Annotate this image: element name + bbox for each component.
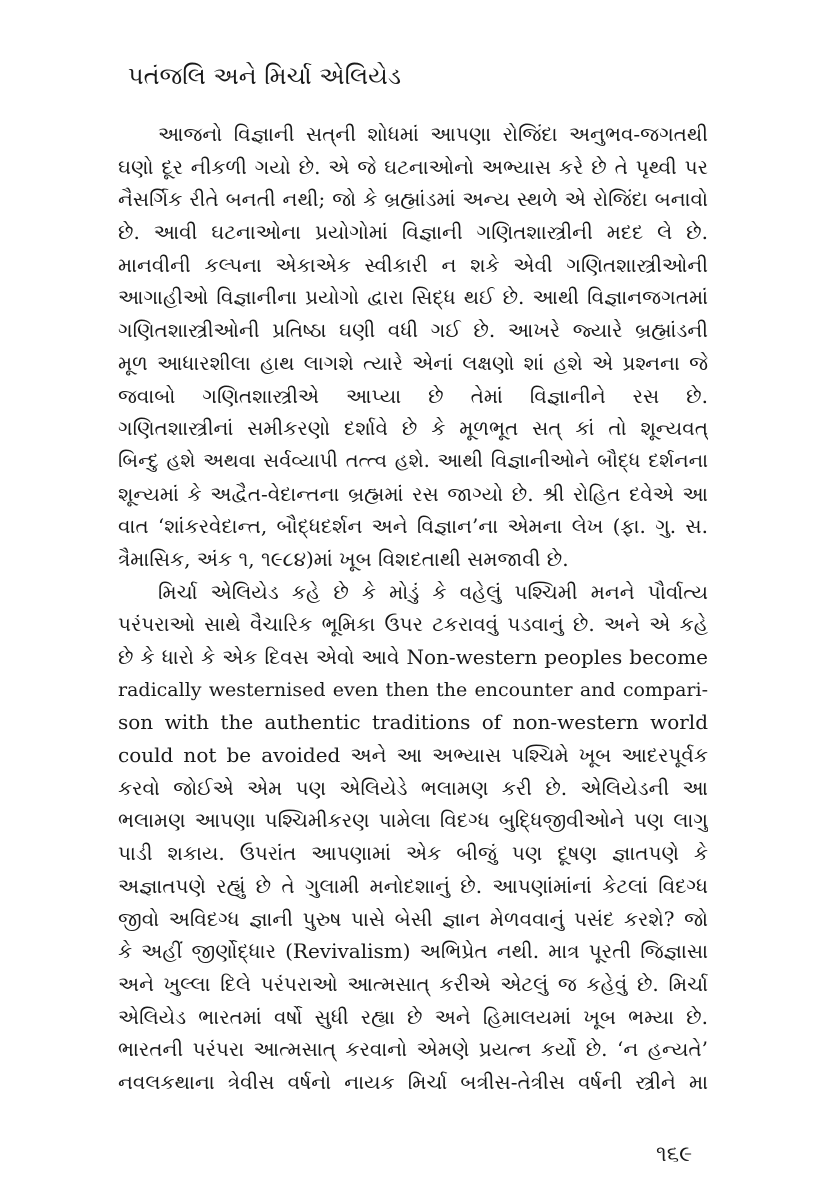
text-line: અજ્ઞાતપણે રહ્યું છે તે ગુલામી મનોદશાનું છે. આપણાંમાંનાં કેટલાં વિદગ્ધ bbox=[118, 873, 708, 898]
text-line: નૈસર્ગિક રીતે બનતી નથી; જો કે બ્રહ્માંડમાં અન્ય સ્થળે એ રોજિંદા બનાવો bbox=[118, 187, 708, 212]
page-number: ૧૬૯ bbox=[656, 1142, 693, 1167]
text-line: ગણિતશાસ્ત્રીઓની પ્રતિષ્ઠા ઘણી વધી ગઈ છે. આખરે જ્યારે બ્રહ્માંડની bbox=[118, 318, 708, 343]
text-line: કે અહીં જીર્ણોદ્ધાર (Revivalism) અભિપ્રેત નથી. માત્ર પૂરતી જિજ્ઞાસા bbox=[118, 939, 708, 964]
text-line: son with the authentic traditions of non-western world bbox=[118, 710, 708, 735]
text-line: આજનો વિજ્ઞાની સત્‌ની શોધમાં આપણા રોજિંદા અનુભવ-જગતથી bbox=[158, 122, 708, 146]
text-line: બિન્દુ હશે અથવા સર્વવ્યાપી તત્ત્વ હશે. આથી વિજ્ઞાનીઓને બૌદ્ધ દર્શનના bbox=[118, 448, 708, 472]
text-line: ગણિતશાસ્ત્રીનાં સમીકરણો દર્શાવે છે કે મૂળભૂત સત્‌ કાં તો શૂન્યવત્‌ bbox=[118, 416, 708, 441]
text-line: ભારતની પરંપરા આત્મસાત્‌ કરવાનો એમણે પ્રયત્ન કર્યો છે. ‘ન હન્યતે’ bbox=[118, 1037, 708, 1062]
text-line: ત્રૈમાસિક, અંક ૧, ૧૯૮૪)માં ખૂબ વિશદતાથી સમજાવી છે. bbox=[118, 546, 569, 571]
text-line: શૂન્યમાં કે અદ્વૈત-વેદાન્તના બ્રહ્મમાં રસ જાગ્યો છે. શ્રી રોહિત દવેએ આ bbox=[118, 481, 708, 506]
text-line: ભલામણ આપણા પશ્ચિમીકરણ પામેલા વિદગ્ધ બુદ્ધિજીવીઓને પણ લાગુ bbox=[118, 808, 708, 833]
text-line: મૂળ આધારશીલા હાથ લાગશે ત્યારે એનાં લક્ષણો શાં હશે એ પ્રશ્નના જે bbox=[118, 350, 708, 375]
text-line: પરંપરાઓ સાથે વૈચારિક ભૂમિકા ઉપર ટકરાવવું પડવાનું છે. અને એ કહે bbox=[118, 612, 708, 637]
text-line: મિર્ચા એલિયેડ કહે છે કે મોડું કે વહેલું પશ્ચિમી મનને પૌર્વાત્ય bbox=[158, 579, 708, 604]
body-text bbox=[118, 118, 708, 1099]
paragraph-1 bbox=[118, 118, 708, 576]
text-line: જીવો અવિદગ્ધ જ્ઞાની પુરુષ પાસે બેસી જ્ઞાન મેળવવાનું પસંદ કરશે? જો bbox=[118, 906, 708, 931]
text-line: radically westernised even then the encounter and compari- bbox=[118, 678, 708, 701]
text-line: છે કે ધારો કે એક દિવસ એવો આવે Non-western peoples become bbox=[118, 645, 708, 669]
text-line: પાડી શકાય. ઉપરાંત આપણામાં એક બીજું પણ દૂષણ જ્ઞાતપણે કે bbox=[118, 841, 708, 866]
text-line: અને ખુલ્લા દિલે પરંપરાઓ આત્મસાત્‌ કરીએ એટલું જ કહેવું છે. મિર્ચા bbox=[118, 971, 708, 996]
text-line: આગાહીઓ વિજ્ઞાનીના પ્રયોગો દ્વારા સિદ્ધ થઈ છે. આથી વિજ્ઞાનજગતમાં bbox=[118, 285, 708, 310]
running-head-title: પતંજલિ અને મિર્ચા એલિયેડ bbox=[128, 62, 402, 90]
text-line: ઘણો દૂર નીકળી ગયો છે. એ જે ઘટનાઓનો અભ્યાસ કરે છે તે પૃથ્વી પર bbox=[118, 154, 708, 179]
paragraph-2 bbox=[118, 576, 708, 1099]
text-line: નવલકથાના ત્રેવીસ વર્ષનો નાયક મિર્ચા બત્રીસ-તેત્રીસ વર્ષની સ્ત્રીને મા bbox=[118, 1069, 708, 1094]
text-line: કરવો જોઈએ એમ પણ એલિયેડે ભલામણ કરી છે. એલિયેડની આ bbox=[118, 775, 708, 800]
text-line: વાત ‘શાંકરવેદાન્ત, બૌદ્ધદર્શન અને વિજ્ઞાન’ના એમના લેખ (ફા. ગુ. સ. bbox=[118, 514, 708, 539]
text-line: છે. આવી ઘટનાઓના પ્રયોગોમાં વિજ્ઞાની ગણિતશાસ્ત્રીની મદદ લે છે. bbox=[118, 220, 708, 245]
text-line: એલિયેડ ભારતમાં વર્ષો સુધી રહ્યા છે અને હિમાલયમાં ખૂબ ભમ્યા છે. bbox=[118, 1004, 708, 1029]
text-line: જવાબો ગણિતશાસ્ત્રીએ આપ્યા છે તેમાં વિજ્ઞાનીને રસ છે. bbox=[118, 383, 708, 408]
text-line: could not be avoided અને આ અભ્યાસ પશ્ચિમે ખૂબ આદરપૂર્વક bbox=[118, 743, 708, 768]
text-line: માનવીની કલ્પના એકાએક સ્વીકારી ન શકે એવી ગણિતશાસ્ત્રીઓની bbox=[118, 252, 708, 277]
